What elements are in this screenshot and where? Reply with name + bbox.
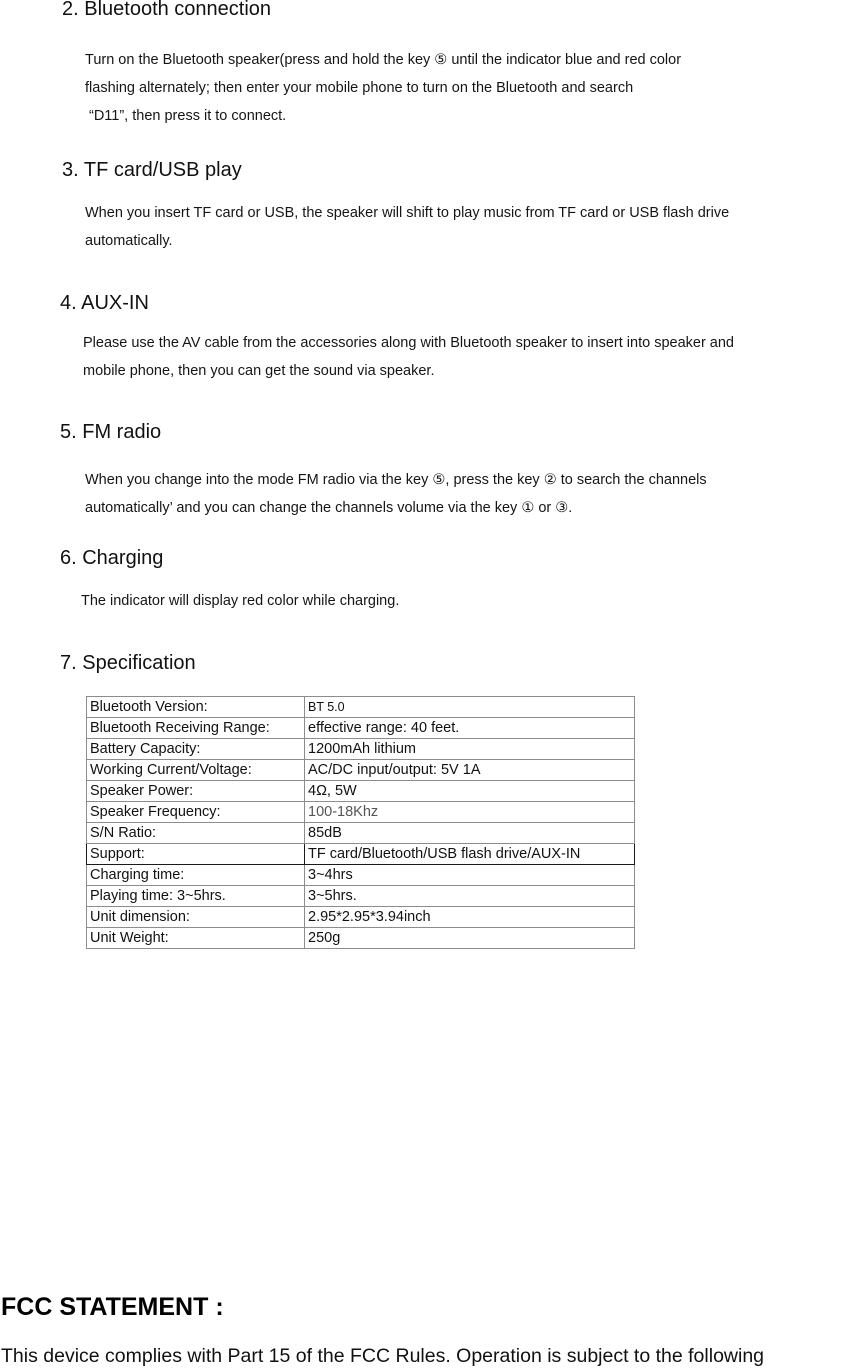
table-row: [87, 802, 635, 823]
table-row: [87, 928, 635, 949]
section-heading-charging: 6. Charging: [60, 547, 164, 569]
table-row: [87, 865, 635, 886]
fm-radio-line-2: automatically’ and you can change the channels volume via the key ① or ③.: [85, 500, 573, 516]
spec-key: Support:: [87, 844, 305, 865]
table-row: [87, 739, 635, 760]
bluetooth-line-1: Turn on the Bluetooth speaker(press and hold the key ⑤ until the indicator blue and red color: [85, 52, 682, 68]
spec-value: 1200mAh lithium: [305, 739, 635, 760]
spec-value: 250g: [305, 928, 635, 949]
aux-in-line-2: mobile phone, then you can get the sound via speaker.: [83, 363, 435, 379]
tf-card-line-2: automatically.: [85, 233, 173, 249]
bluetooth-line-2: flashing alternately; then enter your mobile phone to turn on the Bluetooth and search: [85, 80, 634, 96]
section-heading-tf-card: 3. TF card/USB play: [62, 159, 242, 181]
charging-line-1: The indicator will display red color while charging.: [81, 593, 400, 609]
spec-value: 4Ω, 5W: [305, 781, 635, 802]
spec-key: Working Current/Voltage:: [87, 760, 305, 781]
spec-key: Unit Weight:: [87, 928, 305, 949]
fcc-title: FCC STATEMENT :: [1, 1293, 224, 1321]
spec-key: Bluetooth Version:: [87, 697, 305, 718]
section-heading-bluetooth: 2. Bluetooth connection: [62, 0, 272, 20]
table-row: [87, 907, 635, 928]
table-row: [87, 697, 635, 718]
tf-card-line-1: When you insert TF card or USB, the speaker will shift to play music from TF card or USB flash drive: [85, 205, 730, 221]
spec-key: Speaker Frequency:: [87, 802, 305, 823]
section-heading-specification: 7. Specification: [60, 652, 196, 674]
spec-value: 2.95*2.95*3.94inch: [305, 907, 635, 928]
fcc-text: This device complies with Part 15 of the FCC Rules. Operation is subject to the following: [1, 1345, 765, 1367]
spec-value: 85dB: [305, 823, 635, 844]
spec-key: Bluetooth Receiving Range:: [87, 718, 305, 739]
specification-table: [86, 696, 635, 949]
spec-key: Unit dimension:: [87, 907, 305, 928]
table-row: [87, 760, 635, 781]
section-heading-fm-radio: 5. FM radio: [60, 421, 162, 443]
table-row: [87, 781, 635, 802]
spec-value: 3~5hrs.: [305, 886, 635, 907]
spec-key: S/N Ratio:: [87, 823, 305, 844]
spec-key: Charging time:: [87, 865, 305, 886]
bluetooth-line-3: “D11”, then press it to connect.: [89, 108, 287, 124]
spec-value: 3~4hrs: [305, 865, 635, 886]
spec-value: AC/DC input/output: 5V 1A: [305, 760, 635, 781]
table-row: [87, 844, 635, 865]
spec-key: Battery Capacity:: [87, 739, 305, 760]
spec-value: BT 5.0: [305, 697, 635, 718]
table-row: [87, 718, 635, 739]
spec-value: TF card/Bluetooth/USB flash drive/AUX-IN: [305, 844, 635, 865]
table-row: [87, 886, 635, 907]
spec-value: 100-18Khz: [305, 802, 635, 823]
fm-radio-line-1: When you change into the mode FM radio via the key ⑤, press the key ② to search the channels: [85, 472, 707, 488]
section-heading-aux-in: 4. AUX-IN: [60, 292, 149, 314]
spec-key: Speaker Power:: [87, 781, 305, 802]
table-row: [87, 823, 635, 844]
aux-in-line-1: Please use the AV cable from the accessories along with Bluetooth speaker to insert into speaker and: [83, 335, 734, 351]
spec-value: effective range: 40 feet.: [305, 718, 635, 739]
spec-key: Playing time: 3~5hrs.: [87, 886, 305, 907]
